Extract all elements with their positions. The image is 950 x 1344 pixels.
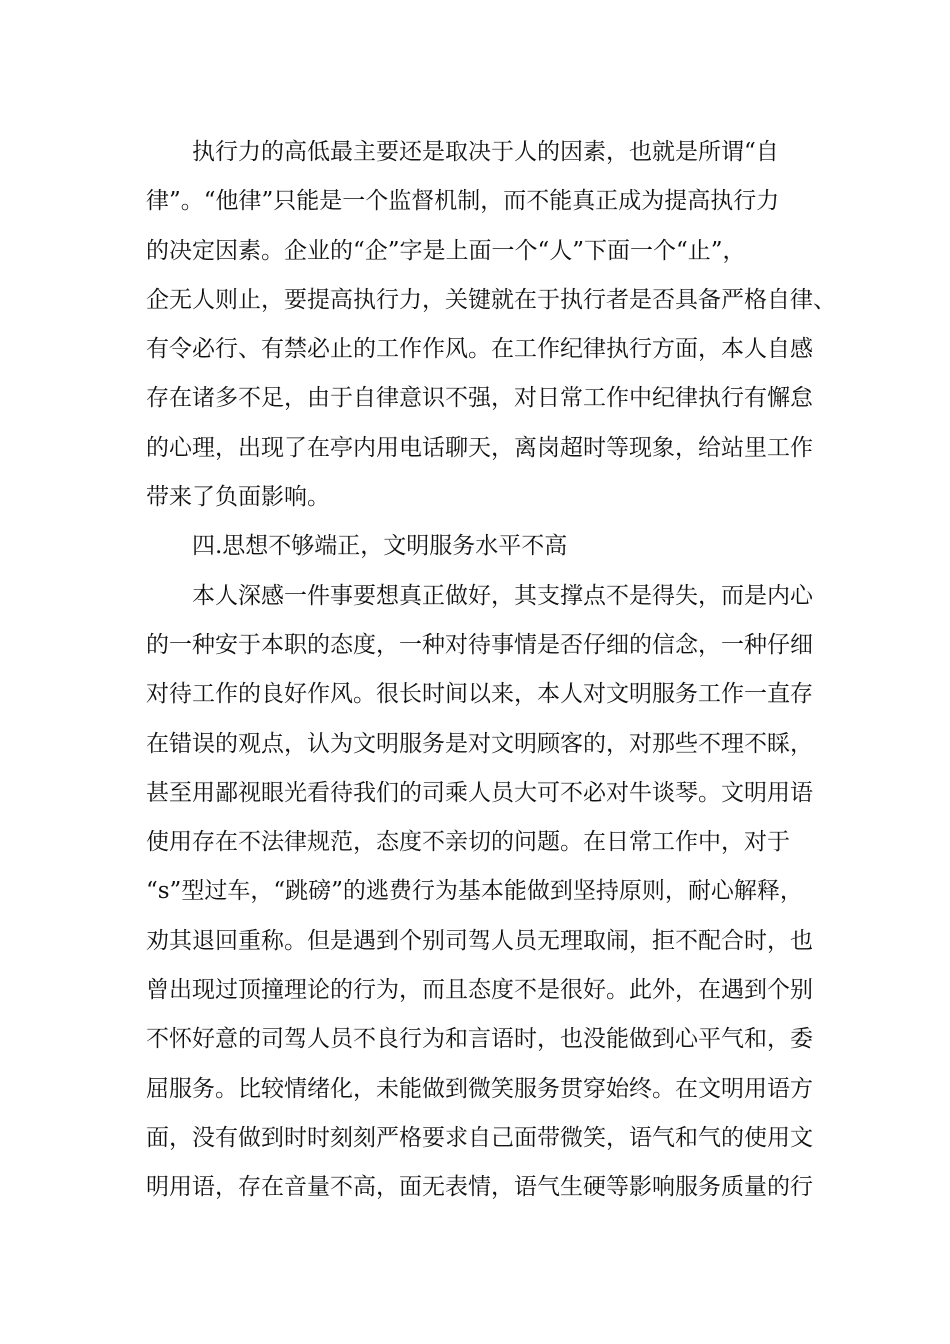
text-line: 面，没有做到时时刻刻严格要求自己面带微笑，语气和气的使用文 [146, 1124, 813, 1151]
text-line: 曾出现过顶撞理论的行为，而且态度不是很好。此外，在遇到个别 [146, 977, 813, 1004]
text-line: “s”型过车，“跳磅”的逃费行为基本能做到坚持原则，耐心解释， [146, 878, 803, 905]
text-line: 明用语，存在音量不高，面无表情，语气生硬等影响服务质量的行 [146, 1174, 813, 1201]
text-line: 本人深感一件事要想真正做好，其支撑点不是得失，而是内心 [192, 582, 813, 609]
body-text [146, 128, 836, 1213]
text-line: 使用存在不法律规范，态度不亲切的问题。在日常工作中，对于 [146, 829, 790, 856]
text-line: 带来了负面影响。 [146, 484, 330, 511]
text-line: 甚至用鄙视眼光看待我们的司乘人员大可不必对牛谈琴。文明用语 [146, 779, 813, 806]
text-line: 的一种安于本职的态度，一种对待事情是否仔细的信念，一种仔细 [146, 631, 813, 658]
text-line: 劝其退回重称。但是遇到个别司驾人员无理取闹，拒不配合时，也 [146, 927, 813, 954]
text-line: 律”。“他律”只能是一个监督机制，而不能真正成为提高执行力 [146, 188, 780, 215]
text-line: 的心理，出现了在亭内用电话聊天，离岗超时等现象，给站里工作 [146, 434, 813, 461]
text-line: 四.思想不够端正，文明服务水平不高 [192, 533, 568, 560]
text-line: 在错误的观点，认为文明服务是对文明顾客的，对那些不理不睬， [146, 730, 813, 757]
text-line: 存在诸多不足，由于自律意识不强，对日常工作中纪律执行有懈怠 [146, 385, 813, 412]
text-line: 不怀好意的司驾人员不良行为和言语时，也没能做到心平气和，委 [146, 1026, 813, 1053]
text-line: 执行力的高低最主要还是取决于人的因素，也就是所谓“自 [192, 139, 779, 165]
text-line: 的决定因素。企业的“企”字是上面一个“人”下面一个“止”， [146, 237, 746, 264]
text-line: 对待工作的良好作风。很长时间以来，本人对文明服务工作一直存 [146, 681, 813, 708]
text-line: 企无人则止，要提高执行力，关键就在于执行者是否具备严格自律、 [146, 286, 836, 313]
text-line: 有令必行、有禁必止的工作作风。在工作纪律执行方面，本人自感 [146, 336, 813, 363]
text-line: 屈服务。比较情绪化，未能做到微笑服务贯穿始终。在文明用语方 [146, 1075, 813, 1102]
